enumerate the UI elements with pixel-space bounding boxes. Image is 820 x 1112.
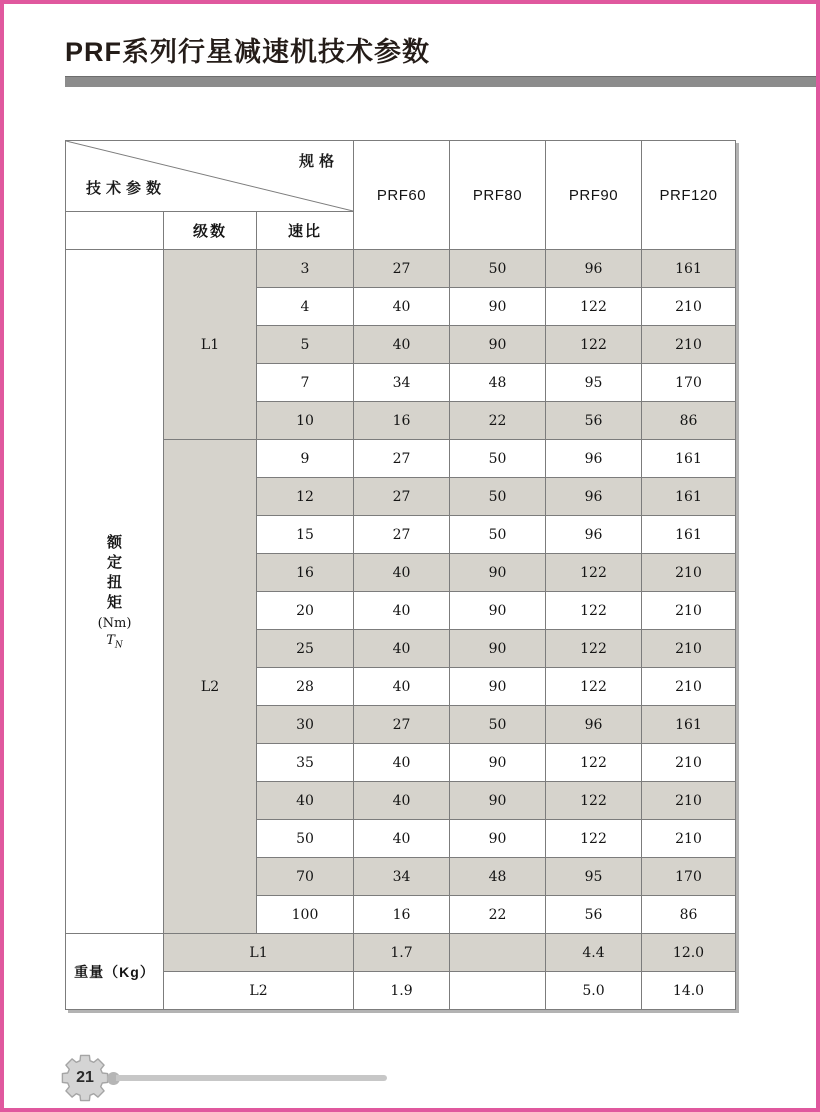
title-underline-bar xyxy=(65,76,816,87)
ratio-cell: 3 xyxy=(257,250,354,288)
torque-value-cell: 210 xyxy=(642,288,736,326)
torque-value-cell: 96 xyxy=(546,250,642,288)
torque-value-cell: 34 xyxy=(354,858,450,896)
torque-value-cell: 16 xyxy=(354,896,450,934)
torque-label-char: 扭 xyxy=(106,573,122,591)
torque-value-cell: 170 xyxy=(642,858,736,896)
ratio-cell: 7 xyxy=(257,364,354,402)
ratio-cell: 50 xyxy=(257,820,354,858)
column-header-prf80: PRF80 xyxy=(450,141,546,250)
torque-value-cell: 86 xyxy=(642,896,736,934)
ratio-cell: 5 xyxy=(257,326,354,364)
spec-table xyxy=(65,140,736,1010)
weight-row xyxy=(66,934,736,972)
ratio-cell: 40 xyxy=(257,782,354,820)
torque-value-cell: 122 xyxy=(546,326,642,364)
column-header-prf120: PRF120 xyxy=(642,141,736,250)
ratio-cell: 20 xyxy=(257,592,354,630)
torque-value-cell: 40 xyxy=(354,554,450,592)
subheader-ratio: 速比 xyxy=(257,212,354,250)
torque-value-cell: 161 xyxy=(642,478,736,516)
weight-value-cell: 14.0 xyxy=(642,972,736,1010)
torque-label-char: 定 xyxy=(106,553,122,571)
torque-value-cell: 161 xyxy=(642,706,736,744)
weight-stage-cell-l2: L2 xyxy=(164,972,354,1010)
table-header xyxy=(66,141,736,250)
torque-value-cell: 210 xyxy=(642,630,736,668)
torque-value-cell: 90 xyxy=(450,820,546,858)
ratio-cell: 28 xyxy=(257,668,354,706)
torque-value-cell: 122 xyxy=(546,820,642,858)
torque-value-cell: 27 xyxy=(354,516,450,554)
weight-value-cell: 1.9 xyxy=(354,972,450,1010)
ratio-cell: 15 xyxy=(257,516,354,554)
page-number-badge xyxy=(61,1054,109,1102)
torque-value-cell: 210 xyxy=(642,592,736,630)
torque-value-cell: 48 xyxy=(450,364,546,402)
ratio-cell: 16 xyxy=(257,554,354,592)
torque-value-cell: 161 xyxy=(642,440,736,478)
torque-value-cell: 50 xyxy=(450,250,546,288)
torque-value-cell: 50 xyxy=(450,440,546,478)
torque-value-cell: 96 xyxy=(546,516,642,554)
subheader-empty-cell xyxy=(66,212,164,250)
torque-value-cell: 210 xyxy=(642,820,736,858)
torque-value-cell: 40 xyxy=(354,744,450,782)
ratio-cell: 10 xyxy=(257,402,354,440)
torque-value-cell: 22 xyxy=(450,896,546,934)
torque-value-cell: 40 xyxy=(354,668,450,706)
table-row xyxy=(66,250,736,288)
corner-label-spec: 规格 xyxy=(299,153,340,170)
torque-value-cell: 122 xyxy=(546,630,642,668)
column-header-prf90: PRF90 xyxy=(546,141,642,250)
torque-value-cell: 210 xyxy=(642,554,736,592)
footer-decorative-line xyxy=(116,1075,387,1081)
torque-value-cell: 27 xyxy=(354,478,450,516)
ratio-cell: 4 xyxy=(257,288,354,326)
torque-value-cell: 90 xyxy=(450,744,546,782)
torque-value-cell: 56 xyxy=(546,896,642,934)
torque-value-cell: 96 xyxy=(546,440,642,478)
torque-value-cell: 122 xyxy=(546,782,642,820)
torque-value-cell: 27 xyxy=(354,440,450,478)
ratio-cell: 100 xyxy=(257,896,354,934)
torque-value-cell: 50 xyxy=(450,516,546,554)
torque-value-cell: 210 xyxy=(642,668,736,706)
torque-label-char: 额 xyxy=(106,533,122,551)
torque-value-cell: 40 xyxy=(354,820,450,858)
torque-value-cell: 56 xyxy=(546,402,642,440)
table-body xyxy=(66,250,736,1010)
torque-label-cell xyxy=(66,250,164,934)
torque-value-cell: 90 xyxy=(450,782,546,820)
subheader-stages: 级数 xyxy=(164,212,257,250)
torque-value-cell: 210 xyxy=(642,744,736,782)
ratio-cell: 35 xyxy=(257,744,354,782)
torque-value-cell: 122 xyxy=(546,668,642,706)
torque-value-cell: 90 xyxy=(450,592,546,630)
torque-value-cell: 40 xyxy=(354,630,450,668)
torque-unit: (Nm) xyxy=(97,615,132,631)
torque-value-cell: 86 xyxy=(642,402,736,440)
ratio-cell: 25 xyxy=(257,630,354,668)
page-number: 21 xyxy=(76,1069,94,1086)
torque-value-cell: 40 xyxy=(354,782,450,820)
torque-value-cell: 96 xyxy=(546,706,642,744)
torque-value-cell: 210 xyxy=(642,782,736,820)
stage-cell-l1: L1 xyxy=(164,250,257,440)
ratio-cell: 70 xyxy=(257,858,354,896)
torque-value-cell: 122 xyxy=(546,592,642,630)
torque-value-cell: 34 xyxy=(354,364,450,402)
torque-value-cell: 210 xyxy=(642,326,736,364)
torque-value-cell: 90 xyxy=(450,668,546,706)
torque-value-cell: 122 xyxy=(546,288,642,326)
torque-value-cell: 27 xyxy=(354,250,450,288)
torque-value-cell: 122 xyxy=(546,744,642,782)
torque-value-cell: 161 xyxy=(642,516,736,554)
torque-value-cell: 90 xyxy=(450,554,546,592)
torque-value-cell: 27 xyxy=(354,706,450,744)
torque-value-cell: 90 xyxy=(450,326,546,364)
table-corner-cell xyxy=(66,141,354,212)
torque-value-cell: 96 xyxy=(546,478,642,516)
torque-value-cell: 95 xyxy=(546,364,642,402)
torque-value-cell: 170 xyxy=(642,364,736,402)
weight-value-cell: 1.7 xyxy=(354,934,450,972)
torque-value-cell: 90 xyxy=(450,630,546,668)
torque-value-cell: 48 xyxy=(450,858,546,896)
torque-value-cell: 40 xyxy=(354,288,450,326)
stage-cell-l2: L2 xyxy=(164,440,257,934)
torque-value-cell: 122 xyxy=(546,554,642,592)
corner-label-tech-params: 技术参数 xyxy=(86,180,167,197)
weight-value-cell xyxy=(450,972,546,1010)
page-title: PRF系列行星减速机技术参数 xyxy=(65,37,430,67)
torque-label-char: 矩 xyxy=(106,593,122,611)
torque-value-cell: 90 xyxy=(450,288,546,326)
table-row xyxy=(66,440,736,478)
weight-value-cell: 4.4 xyxy=(546,934,642,972)
torque-symbol: $T_N$ xyxy=(106,632,123,651)
weight-value-cell xyxy=(450,934,546,972)
torque-value-cell: 40 xyxy=(354,592,450,630)
torque-value-cell: 50 xyxy=(450,478,546,516)
ratio-cell: 9 xyxy=(257,440,354,478)
ratio-cell: 12 xyxy=(257,478,354,516)
torque-value-cell: 40 xyxy=(354,326,450,364)
weight-row xyxy=(66,972,736,1010)
weight-value-cell: 5.0 xyxy=(546,972,642,1010)
torque-value-cell: 16 xyxy=(354,402,450,440)
ratio-cell: 30 xyxy=(257,706,354,744)
weight-label-cell: 重量（Kg） xyxy=(66,934,164,1010)
torque-value-cell: 50 xyxy=(450,706,546,744)
column-header-prf60: PRF60 xyxy=(354,141,450,250)
weight-stage-cell-l1: L1 xyxy=(164,934,354,972)
torque-value-cell: 161 xyxy=(642,250,736,288)
torque-value-cell: 22 xyxy=(450,402,546,440)
weight-value-cell: 12.0 xyxy=(642,934,736,972)
torque-value-cell: 95 xyxy=(546,858,642,896)
